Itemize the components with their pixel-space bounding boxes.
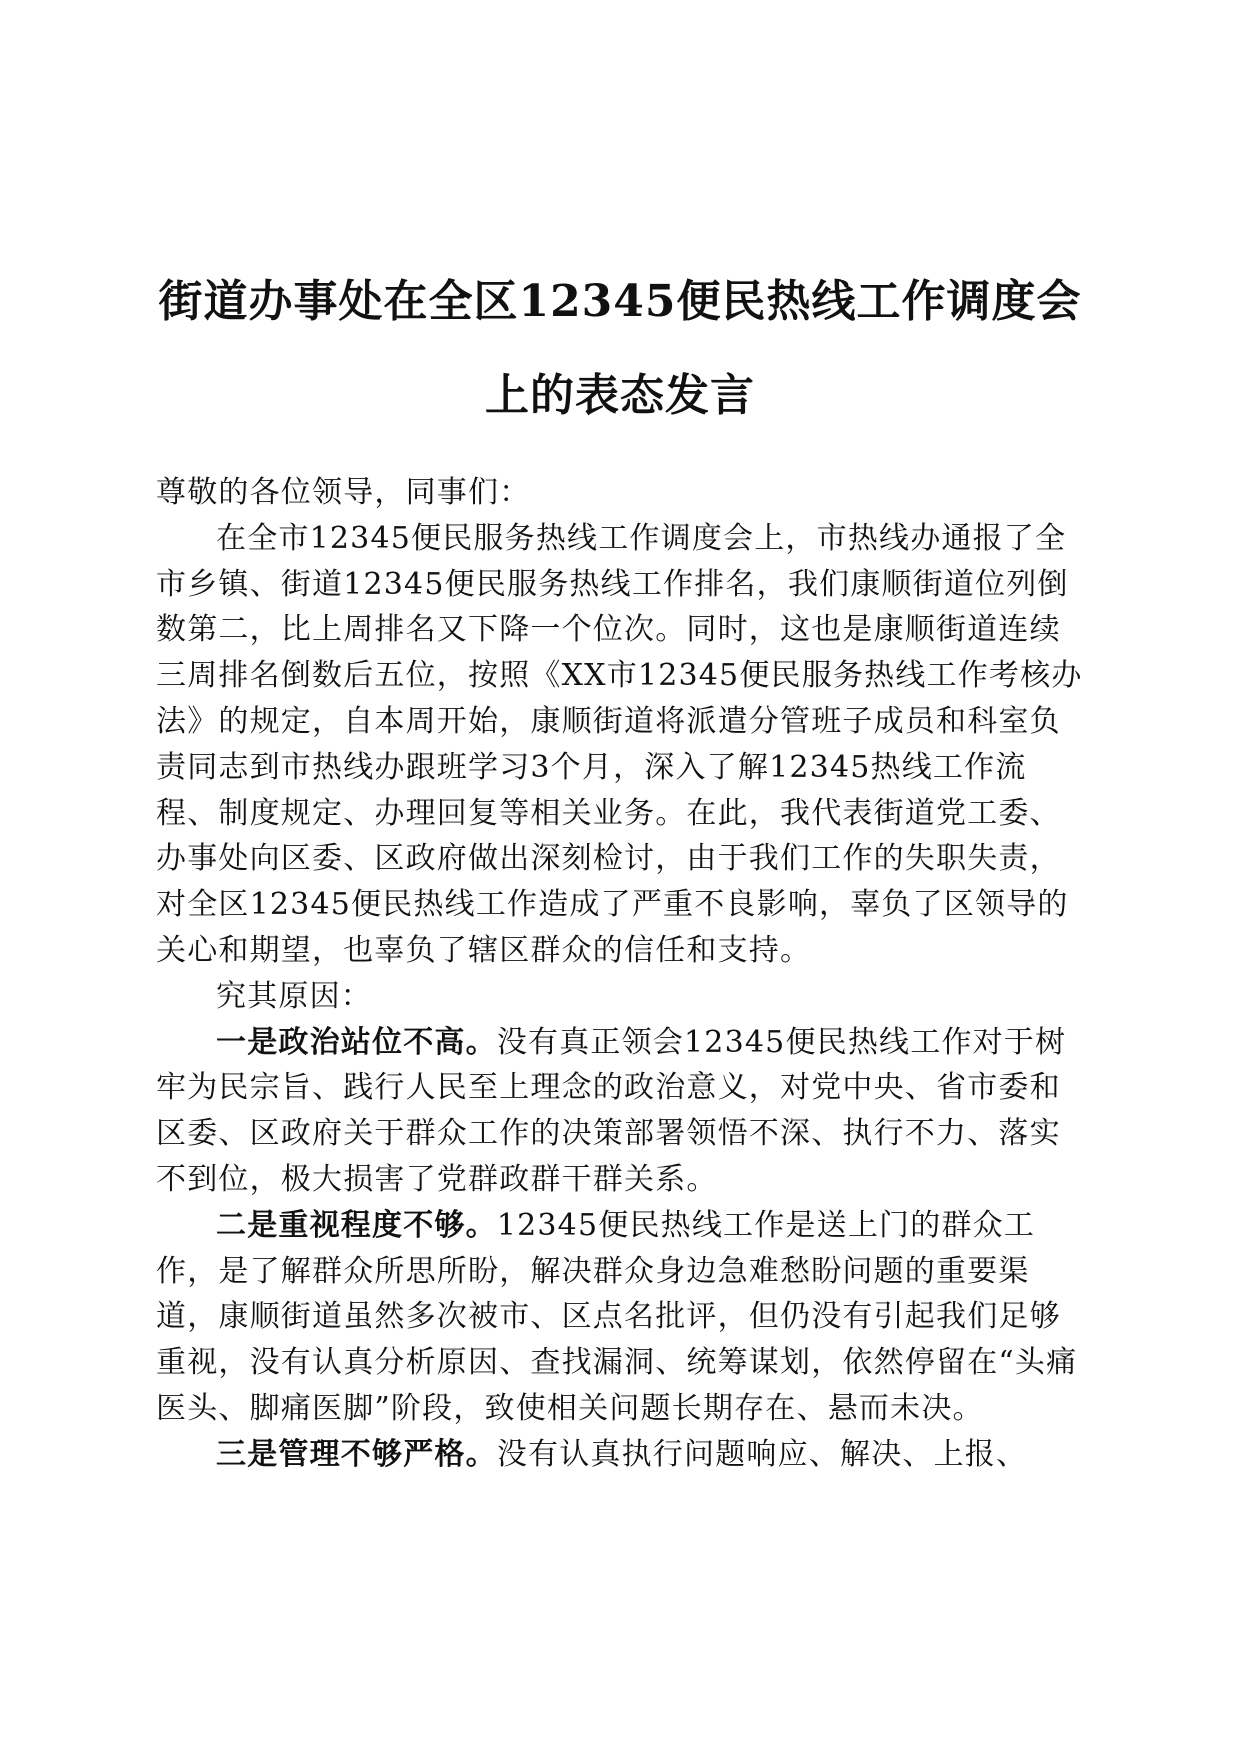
- point-2-heading: 二是重视程度不够。: [216, 1207, 497, 1243]
- document-body: [156, 470, 1086, 1478]
- salutation: 尊敬的各位领导，同事们：: [156, 475, 531, 510]
- paragraph-report: 在全市12345便民服务热线工作调度会上，市热线办通报了全市乡镇、街道12345便民服务热线工作排名，我们康顺街道位列倒数第二，比上周排名又下降一个位次。同时，这也是康顺街道连续三周排名倒数后五位，按照《XX市12345便民服务热线工作考核办法》的规定，自本周开始，康顺街道将派遣分管班子成员和科室负责同志到市热线办跟班学习3个月，深入了解12345热线工作流程、制度规定、办理回复等相关业务。在此，我代表街道党工委、办事处向区委、区政府做出深刻检讨，由于我们工作的失职失责，对全区12345便民热线工作造成了严重不良影响，辜负了区领导的关心和期望，也辜负了辖区群众的信任和支持。: [156, 520, 1083, 968]
- title-line-2: 上的表态发言: [485, 370, 755, 421]
- point-3-paragraph: [156, 1432, 1086, 1478]
- point-3-heading: 三是管理不够严格。: [216, 1436, 497, 1472]
- point-2-paragraph: [156, 1203, 1086, 1432]
- point-1-heading: 一是政治站位不高。: [216, 1024, 497, 1060]
- point-2-text: 12345便民热线工作是送上门的群众工作，是了解群众所思所盼，解决群众身边急难愁盼问题的重要渠道，康顺街道虽然多次被市、区点名批评，但仍没有引起我们足够重视，没有认真分析原因、查找漏洞、统筹谋划，依然停留在“头痛医头、脚痛医脚”阶段，致使相关问题长期存在、悬而未决。: [156, 1207, 1078, 1426]
- point-3-text: 没有认真执行问题响应、解决、上报、: [496, 1436, 1028, 1472]
- point-1-paragraph: [156, 1020, 1086, 1203]
- title-line-1: 街道办事处在全区12345便民热线工作调度会: [158, 276, 1082, 327]
- point-1-text: 没有真正领会12345便民热线工作对于树牢为民宗旨、践行人民至上理念的政治意义，对党中央、省市委和区委、区政府关于群众工作的决策部署领悟不深、执行不力、落实不到位，极大损害了党群政群干群关系。: [156, 1024, 1067, 1197]
- document-title: [140, 255, 1100, 443]
- cause-intro: 究其原因：: [216, 978, 372, 1014]
